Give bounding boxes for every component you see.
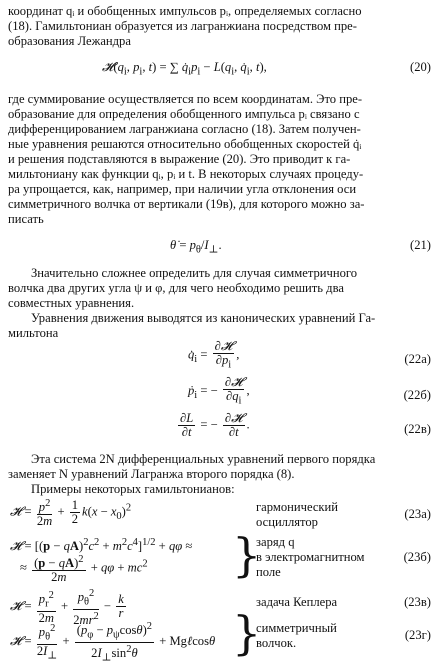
hamiltonian-kepler: 𝓗 = $\frac{p_r^2}{2m}$ + $\frac{p_\theta^2}{2mr^2}$ − $\frac{k}{r}$	[10, 588, 124, 627]
equation-21: θ̇ = $p_\theta/I_\perp$.	[170, 238, 222, 256]
example-label: заряд q	[256, 535, 295, 549]
text-line: Значительно сложнее определить для случая симметричного	[31, 266, 358, 280]
text-line: писать	[8, 212, 44, 226]
example-label: симметричный	[256, 621, 337, 635]
equation-number: (22в)	[404, 422, 431, 436]
text-line: ные уравнения решаются относительно обобщенных скоростей q̇ᵢ	[8, 137, 362, 151]
example-label: гармонический	[256, 500, 339, 514]
hamiltonian-symmetric-top: 𝓗 = $\frac{p_\theta^2}{2I_\perp}$ + $\frac{(p_\varphi - p_\psi\cos\theta)^2}{2I_\perp\sin^2\theta}$ + Mgℓcosθ	[10, 621, 216, 664]
text-line: симметричного волчка от вертикали (19в), для которого можно за-	[8, 197, 365, 211]
example-label: задача Кеплера	[256, 595, 338, 609]
equation-22a: $q̇_i$ = $\frac{\text{∂𝓗}}{\partial p_i}$ ,	[188, 339, 240, 371]
right-brace: }	[232, 606, 262, 660]
equation-20: $𝓗(q_i$, $p_i$, t) = ∑ $q̇_ip_i - L(q_i$, $q̇_i$, t),	[102, 60, 267, 78]
text-line: образование для определения обобщенного импульса pᵢ связано с	[8, 107, 360, 121]
equation-number: (23в)	[404, 595, 431, 609]
equation-number: (22а)	[404, 352, 431, 366]
text-line: Эта система 2N дифференциальных уравнений первого порядка	[31, 452, 376, 466]
equation-number: (23а)	[404, 507, 431, 521]
hamiltonian-oscillator: 𝓗 = $\frac{p^2}{2m}$ + $\frac{1}{2}$ $k(x - x_0)^2$	[10, 498, 132, 529]
example-label: осциллятор	[256, 515, 318, 529]
text-line: мильтона	[8, 326, 59, 340]
equation-number: (22б)	[403, 388, 431, 402]
text-line: Уравнения движения выводятся из канонических уравнений Га-	[31, 311, 376, 325]
text-line: ра упрощается, как, например, при наличии угла отклонения оси	[8, 182, 357, 196]
text-line: мильтониану как функции qᵢ, pᵢ и t. В некоторых случаях процеду-	[8, 167, 364, 181]
text-line: заменяет N уравнений Лагранжа второго порядка (8).	[8, 467, 295, 481]
hamiltonian-em-approx: ≈ $\frac{(p - qA)^2}{2m}$ + $q\varphi + mc^2$	[20, 554, 148, 585]
equation-22b: ṗ$_i$ = − $\frac{\text{∂𝓗}}{\partial q_i}$ ,	[188, 375, 250, 407]
example-label: волчок.	[256, 636, 297, 650]
text-line: волчка два других угла ψ и φ, для чего необходимо решить два	[8, 281, 344, 295]
equation-number: (20)	[410, 60, 431, 74]
text-line: и решения подставляются в выражение (20). Это приводит к га-	[8, 152, 351, 166]
text-line: Примеры некоторых гамильтонианов:	[31, 482, 235, 496]
text-line: где суммирование осуществляется по всем координатам. Это пре-	[8, 92, 363, 106]
text-line: координат qᵢ и обобщенных импульсов pᵢ, определяемых согласно	[8, 4, 362, 18]
right-brace: }	[232, 528, 262, 582]
equation-number: (21)	[410, 238, 431, 252]
hamiltonian-em-charge: 𝓗 = $[(p - qA)^2c^2 + m^2c^4]^{1/2} + q\varphi$ ≈	[10, 537, 193, 554]
text-line: образования Лежандра	[8, 34, 131, 48]
text-line: совместных уравнения.	[8, 296, 135, 310]
equation-number: (23б)	[403, 550, 431, 564]
example-label: в электромагнитном	[256, 550, 365, 564]
text-line: дифференцированием лагранжиана согласно (18). Затем получен-	[8, 122, 361, 136]
example-label: поле	[256, 565, 281, 579]
equation-number: (23г)	[404, 628, 431, 642]
text-line: (18). Гамильтониан образуется из лагранжиана посредством пре-	[8, 19, 357, 33]
equation-22v: $\frac{\partial L}{\partial t}$ = − $\frac{\text{∂𝓗}}{\partial t}$ .	[180, 411, 250, 439]
